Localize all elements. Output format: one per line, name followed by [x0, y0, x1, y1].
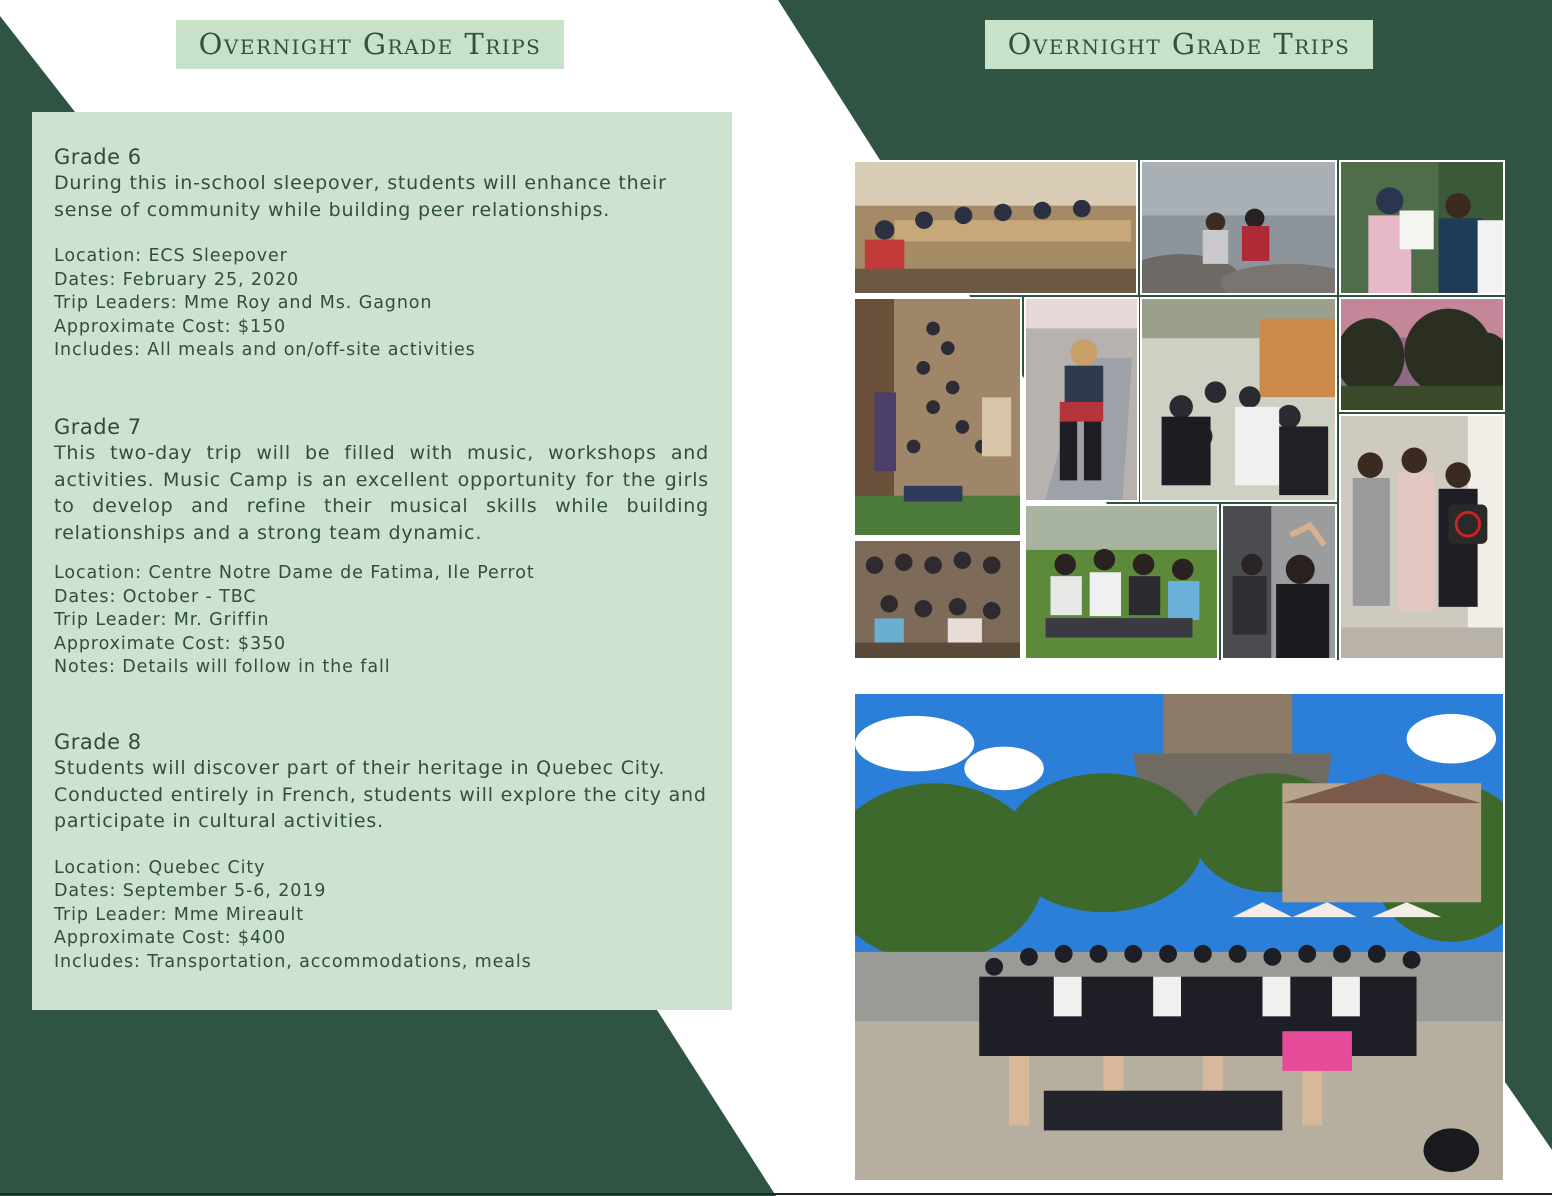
detail-includes: Includes: Transportation, accommodations, meals	[54, 951, 532, 972]
photo-bus	[1221, 504, 1337, 660]
photo-lakeside	[1140, 160, 1337, 295]
photo-quebec-city-group	[853, 692, 1505, 1182]
grade-6-section	[54, 144, 709, 363]
detail-leader: Trip Leader: Mme Mireault	[54, 904, 305, 925]
detail-notes: Notes: Details will follow in the fall	[54, 657, 391, 677]
grade-heading: Grade 8	[54, 730, 142, 754]
page-title-left: Overnight Grade Trips	[176, 20, 564, 69]
detail-cost: Approximate Cost: $150	[54, 316, 287, 337]
grade-heading: Grade 7	[54, 415, 142, 439]
detail-cost: Approximate Cost: $350	[54, 633, 287, 654]
detail-includes: Includes: All meals and on/off-site activities	[54, 340, 476, 360]
detail-leader: Trip Leader: Mr. Griffin	[54, 610, 270, 630]
detail-dates: Dates: February 25, 2020	[54, 269, 300, 290]
trip-info-panel	[32, 112, 732, 1010]
trip-details	[54, 562, 709, 680]
photo-metro	[1140, 297, 1337, 502]
photo-grass-selfie	[1024, 504, 1219, 660]
detail-location: Location: Centre Notre Dame de Fatima, Ile Perrot	[54, 563, 535, 583]
trip-details	[54, 245, 709, 363]
trip-details	[54, 857, 709, 975]
grade-7-section	[54, 414, 709, 680]
detail-cost: Approximate Cost: $400	[54, 928, 287, 948]
photo-staircase-group	[853, 297, 1022, 537]
photo-line-of-girls	[1339, 414, 1505, 660]
detail-location: Location: ECS Sleepover	[54, 246, 288, 266]
grade-description: Students will discover part of their heritage in Quebec City. Conducted entirely in French, students will explore the city and participate in cultural activities.	[54, 757, 707, 832]
photo-sunset-trees	[1339, 297, 1505, 412]
photo-slide	[1024, 297, 1139, 502]
detail-location: Location: Quebec City	[54, 857, 266, 878]
page-title-right: Overnight Grade Trips	[985, 20, 1373, 69]
detail-dates: Dates: October - TBC	[54, 586, 257, 607]
detail-dates: Dates: September 5-6, 2019	[54, 881, 327, 901]
photo-group-couch	[853, 539, 1022, 660]
grade-8-section	[54, 729, 709, 974]
detail-leaders: Trip Leaders: Mme Roy and Ms. Gagnon	[54, 293, 433, 313]
photo-classroom	[853, 160, 1138, 295]
grade-description: During this in-school sleepover, students will enhance their sense of community while building peer relationships.	[54, 172, 667, 221]
grade-description: This two-day trip will be filled with music, workshops and activities. Music Camp is an excellent opportunity for the girls to develop and refine their musical skills while building relationships and a strong team dynamic.	[54, 442, 709, 544]
left-top-green-triangle	[0, 0, 75, 112]
photo-two-girls	[1339, 160, 1505, 295]
grade-heading: Grade 6	[54, 145, 142, 169]
